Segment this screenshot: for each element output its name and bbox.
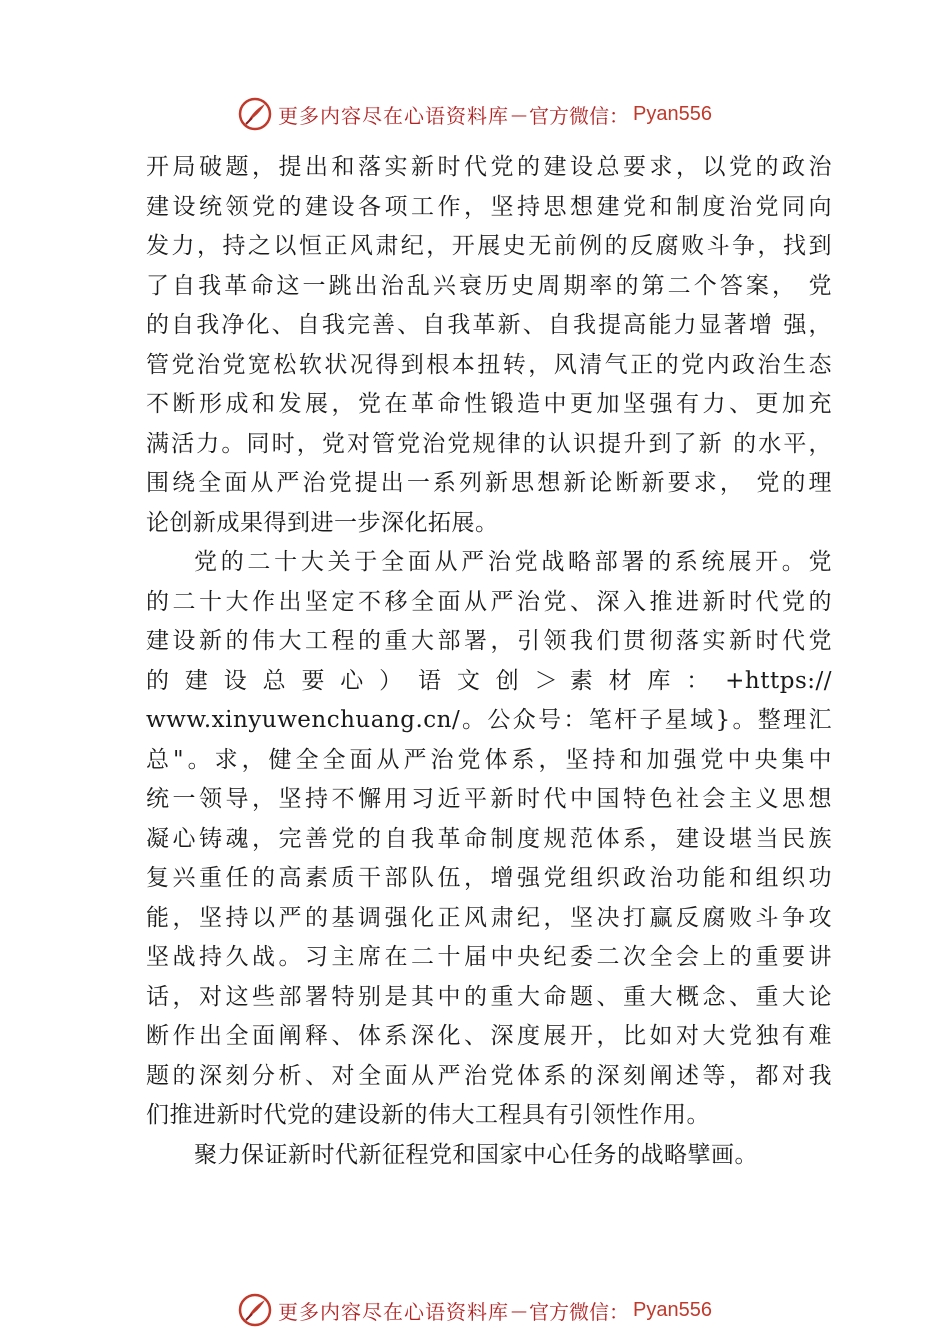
text-line: 聚力保证新时代新征程党和国家中心任务的战略擘画。 xyxy=(194,1141,758,1168)
quill-logo-icon xyxy=(238,1293,272,1327)
banner-label: 官方微信： xyxy=(529,103,630,128)
banner-separator: — xyxy=(511,1300,528,1320)
banner-title: 更多内容尽在心语资料库 xyxy=(278,1299,510,1324)
text-line: 凝心铸魂，完善党的自我革命制度规范体系，建设堪当民族 xyxy=(146,825,832,852)
banner-wechat-id: Pyan556 xyxy=(633,102,712,125)
text-line: 开局破题，提出和落实新时代党的建设总要求，以党的政治 xyxy=(146,154,832,180)
banner-title: 更多内容尽在心语资料库 xyxy=(278,103,510,128)
text-line: www.xinyuwenchuang.cn/。公众号：笔杆子星域}。整理汇 xyxy=(146,707,832,733)
text-line: 建设新的伟大工程的重大部署，引领我们贯彻落实新时代党 xyxy=(146,628,832,654)
text-line: 了自我革命这一跳出治乱兴衰历史周期率的第二个答案， 党 xyxy=(146,272,832,299)
banner-label: 官方微信： xyxy=(529,1299,630,1324)
text-line: 的自我净化、自我完善、自我革新、自我提高能力显著增 强， xyxy=(146,312,832,338)
text-line: 断作出全面阐释、体系深化、深度展开，比如对大党独有难 xyxy=(146,1023,832,1049)
text-line: 管党治党宽松软状况得到根本扭转，风清气正的党内政治生态 xyxy=(146,351,832,378)
text-line: 们推进新时代党的建设新的伟大工程具有引领性作用。 xyxy=(146,1102,710,1128)
text-line: 围绕全面从严治党提出一系列新思想新论断新要求， 党的理 xyxy=(146,470,832,496)
text-line: 的 建 设 总 要 心 ） 语 文 创 ＞ 素 材 库 ： +https:// xyxy=(146,667,832,694)
text-line: 不断形成和发展，党在革命性锻造中更加坚强有力、更加充 xyxy=(146,391,832,417)
text-line: 的二十大作出坚定不移全面从严治党、深入推进新时代党的 xyxy=(146,588,832,615)
text-line: 复兴重任的高素质干部队伍，增强党组织政治功能和组织功 xyxy=(146,865,832,891)
quill-logo-icon xyxy=(238,97,272,131)
header-banner xyxy=(0,94,950,134)
text-line: 统一领导，坚持不懈用习近平新时代中国特色社会主义思想 xyxy=(146,786,832,812)
banner-wechat-id: Pyan556 xyxy=(633,1298,712,1321)
document-body xyxy=(146,148,832,1175)
text-line: 坚战持久战。习主席在二十届中央纪委二次全会上的重要讲 xyxy=(146,944,832,970)
text-line: 总"。求，健全全面从严治党体系，坚持和加强党中央集中 xyxy=(146,746,832,773)
text-line: 发力，持之以恒正风肃纪，开展史无前例的反腐败斗争，找到 xyxy=(146,233,832,259)
text-line: 能，坚持以严的基调强化正风肃纪，坚决打赢反腐败斗争攻 xyxy=(146,904,832,931)
text-line: 题的深刻分析、对全面从严治党体系的深刻阐述等，都对我 xyxy=(146,1062,832,1089)
text-line: 论创新成果得到进一步深化拓展。 xyxy=(146,509,499,536)
text-line: 党的二十大关于全面从严治党战略部署的系统展开。党 xyxy=(194,549,832,575)
banner-separator: — xyxy=(511,104,528,124)
footer-banner xyxy=(0,1290,950,1330)
text-line: 话，对这些部署特别是其中的重大命题、重大概念、重大论 xyxy=(146,983,832,1010)
text-line: 满活力。同时，党对管党治党规律的认识提升到了新 的水平， xyxy=(146,430,832,457)
text-line: 建设统领党的建设各项工作，坚持思想建党和制度治党同向 xyxy=(146,193,832,220)
